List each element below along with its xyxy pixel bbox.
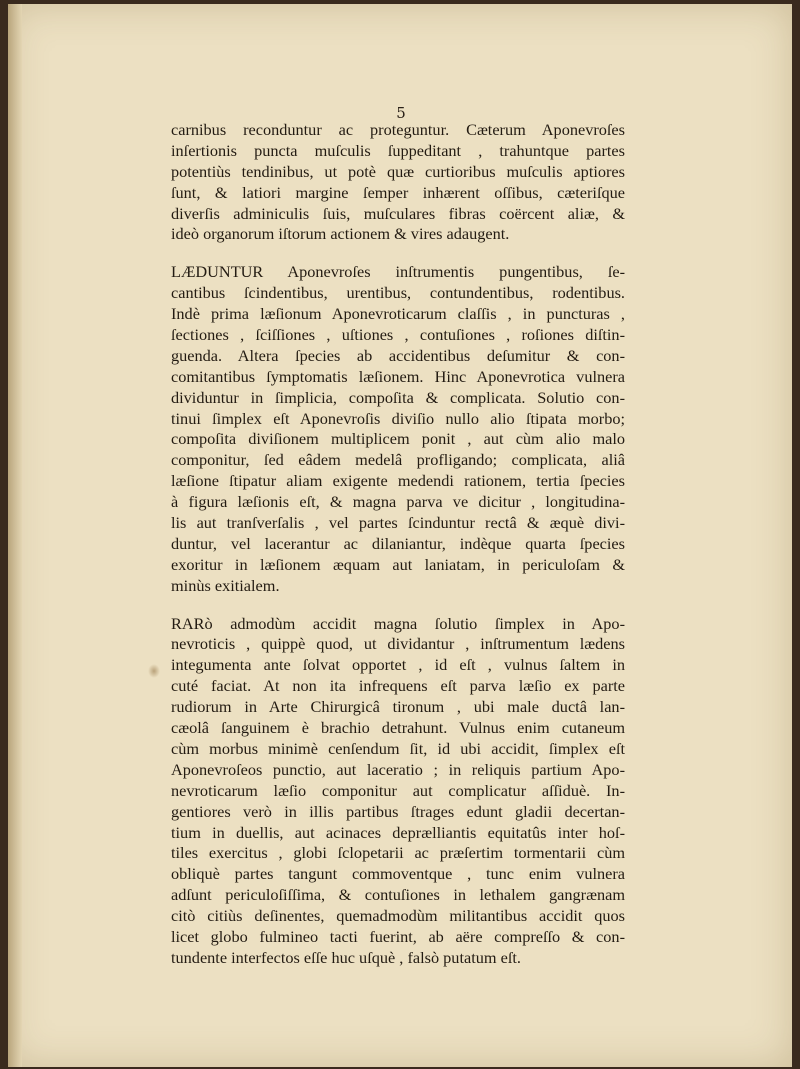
text-line: rudiorum in Arte Chirurgicâ tironum , ubi male ductâ lan-: [171, 697, 625, 717]
ink-stain: [148, 664, 160, 678]
page-number: 5: [396, 104, 406, 122]
text-line: componitur, ſed eâdem medelâ profligando; complicata, aliâ: [171, 450, 625, 470]
text-line: duntur, vel lacerantur ac dilaniantur, indèque quarta ſpecies: [171, 533, 625, 553]
text-line: tinui ſimplex eſt Aponevroſis diviſio nullo alio ſtipata morbo;: [171, 408, 625, 428]
text-line: comitantibus ſymptomatis læſionem. Hinc Aponevrotica vulnera: [171, 366, 625, 386]
text-line: licet globo fulmineo tacti fuerint, ab aëre compreſſo & con-: [171, 926, 625, 946]
text-line: inſertionis puncta muſculis ſuppeditant , trahuntque partes: [171, 140, 625, 160]
paragraph-3: [171, 614, 625, 969]
text-line: ideò organorum iſtorum actionem & vires adaugent.: [171, 224, 510, 244]
text-line: cuté faciat. At non ita infrequens eſt parva læſio ex parte: [171, 676, 625, 696]
text-line: gentiores verò in illis partibus ſtrages edunt gladii decertan-: [171, 801, 625, 821]
text-line: citò citiùs deſinentes, quemadmodùm militantibus accidit quos: [171, 906, 625, 926]
text-line: exoritur in læſionem æquam aut laniatam, in periculoſam &: [171, 554, 625, 574]
text-line: lis aut tranſverſalis , vel partes ſcinduntur rectâ & æquè divi-: [171, 513, 625, 533]
paragraph-2: [171, 262, 625, 596]
text-line: cantibus ſcindentibus, urentibus, contundentibus, rodentibus.: [171, 283, 625, 303]
text-line: Aponevroſeos punctio, aut laceratio ; in reliquis partium Apo-: [171, 759, 625, 779]
text-line: integumenta ante ſolvat opportet , id eſt , vulnus ſaltem in: [171, 655, 625, 675]
text-line: dividuntur in ſimplicia, compoſita & complicata. Solutio con-: [171, 387, 625, 407]
page-binding-edge: [8, 4, 22, 1067]
text-line: cùm morbus minimè cenſendum ſit, id ubi accidit, ſimplex eſt: [171, 738, 625, 758]
text-line: ſunt, & latiori margine ſemper inhærent oſſibus, cæteriſque: [171, 182, 625, 202]
text-line: læſione ſtipatur aliam exigente medendi rationem, tertia ſpecies: [171, 471, 625, 491]
text-line: tium in duellis, aut acinaces deprælliantis equitatûs inter hoſ-: [171, 822, 625, 842]
text-line: RARò admodùm accidit magna ſolutio ſimplex in Apo-: [171, 613, 625, 633]
book-page: [8, 4, 792, 1067]
text-line: diverſis adminiculis ſuis, muſculares fibras coërcent aliæ, &: [171, 203, 625, 223]
paragraph-1: [171, 120, 625, 245]
text-line: tundente interfectos eſſe huc uſquè , falsò putatum eſt.: [171, 947, 521, 967]
text-line: carnibus reconduntur ac proteguntur. Cæterum Aponevroſes: [171, 120, 625, 139]
text-line: minùs exitialem.: [171, 575, 280, 595]
text-line: Indè prima læſionum Aponevroticarum claſſis , in puncturas ,: [171, 304, 625, 324]
text-line: nevroticis , quippè quod, ut dividantur , inſtrumentum lædens: [171, 634, 625, 654]
text-line: cæolâ ſanguinem è brachio detrahunt. Vulnus enim cutaneum: [171, 718, 625, 738]
body-text: [171, 120, 625, 969]
text-line: obliquè partes tangunt commoventque , tunc enim vulnera: [171, 864, 625, 884]
text-line: potentiùs tendinibus, ut potè quæ curtioribus muſculis aptiores: [171, 161, 625, 181]
text-line: tiles exercitus , globi ſclopetarii ac præſertim tormentarii cùm: [171, 843, 625, 863]
text-line: guenda. Altera ſpecies ab accidentibus deſumitur & con-: [171, 345, 625, 365]
text-line: nevroticarum læſio componitur aut complicatur aſſiduè. In-: [171, 780, 625, 800]
text-line: compoſita diviſionem multiplicem ponit , aut cùm alio malo: [171, 429, 625, 449]
text-line: à figura læſionis eſt, & magna parva ve dicitur , longitudina-: [171, 492, 625, 512]
text-line: ſectiones , ſciſſiones , uſtiones , contuſiones , roſiones diſtin-: [171, 325, 625, 345]
text-line: adſunt periculoſiſſima, & contuſiones in lethalem gangrænam: [171, 885, 625, 905]
text-line: LÆDUNTUR Aponevroſes inſtrumentis pungentibus, ſe-: [171, 262, 625, 282]
